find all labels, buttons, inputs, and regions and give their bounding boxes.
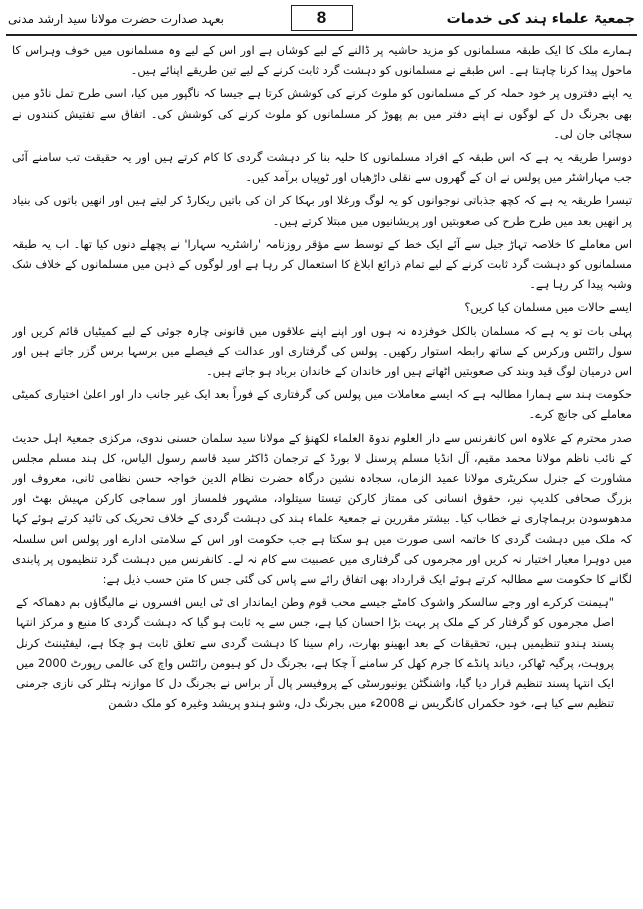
article-body [12,40,632,902]
paragraph-5: اس معاملے کا خلاصہ تہاڑ جیل سے آئے ایک خط کے توسط سے مؤقر روزنامہ 'راشٹریہ سہارا' نے پچھلے دنوں کیا تھا۔ اب یہ طبقہ مسلمانوں کو دہشت گرد ثابت کرنے کے لیے تمام ذرائع ابلاغ کا استعمال کر رہا ہے اور لوگوں کے ذہن میں مسلمانوں کے خلاف شک وشبہ پیدا کر رہا ہے۔ [12,236,632,292]
header-subtitle: بعہد صدارت حضرت مولانا سید ارشد مدنی [8,12,224,26]
paragraph-2: یہ اپنے دفتروں پر خود حملہ کر کے مسلمانوں کو ملوث کرنے کی کوشش کرتا ہے جیسا کہ ناگپور میں کیا، اسی طرح تمل ناڈو میں بھی بجرنگ دل کے لوگوں نے اپنے دفتر میں بم پھوڑ کر مسلمانوں کو ملوث کرنے کی کوشش کی۔ اتفاق سے تفتیش کنندوں نے سچائی جان لی۔ [12,86,632,141]
resolution-quote: "ہیمنت کرکرے اور وجے سالسکر واشوک کامٹے جیسے محب قوم وطن ایماندار ای ٹی ایس افسروں نے مالیگاؤں بم دھماکہ کے اصل مجرموں کو گرفتار کر کے ملک پر بہت بڑا احسان کیا ہے، جس سے یہ ثابت ہو گیا کہ دہشت گردی کا منبع و مرکز انتہا پسند ہندو تنظیمیں ہیں، تحقیقات کے بعد ابھینو بھارت، رام سینا کا دہشت گردی سے تعلق ثابت ہو چکا ہے، لیفٹیننٹ کرنل پروہت، پرگیہ ٹھاکر، دیاند پانڈے کا جرم کھل کر سامنے آ چکا ہے، بجرنگ دل کو ہیومن رائٹس واچ کی عالمی رپورٹ 2000 میں ایک انتہا پسند تنظیم قرار دیا گیا، واشنگٹن یونیورسٹی کے پروفیسر پال آر براس نے بجرنگ دل کا موازنہ ہٹلر کی نازی جرمنی تنظیم سے کیا ہے، خود حکمراں کانگریس نے 2008ء میں بجرنگ دل، وشو ہندو پریشد وغیرہ کو ملک دشمن [16,595,614,711]
paragraph-6: پہلی بات تو یہ ہے کہ مسلمان بالکل خوفزدہ نہ ہوں اور اپنے اپنے علاقوں میں قانونی چارہ جوئی کے لیے کمیٹیاں قائم کریں اور سول رائٹس ورکرس کے ساتھ رابطہ استوار رکھیں۔ پولس کی گرفتاری اور عدالت کے فیصلے میں برسہا برس گزر جاتے ہیں اور اس درمیان لوگ قید وبند کی صعوبتیں اٹھاتے ہیں اور خاندان کے خاندان برباد ہو جاتے ہیں۔ [12,323,632,379]
paragraph-3: دوسرا طریقہ یہ ہے کہ اس طبقہ کے افراد مسلمانوں کا حلیہ بنا کر دہشت گردی کا کام کرتے ہیں اور یہ حقیقت تب سامنے آئی جب مہاراشٹر میں پولس نے ان کے گھروں سے نقلی داڑھیاں اور ٹوپیاں برآمد کیں۔ [12,150,632,185]
paragraph-1: ہمارے ملک کا ایک طبقہ مسلمانوں کو مزید حاشیہ پر ڈالنے کے لیے کوشاں ہے اور اس کے لیے وہ مسلمانوں میں خوف وہراس کا ماحول پیدا کرنا چاہتا ہے۔ اس طبقے نے مسلمانوں کو دہشت گرد ثابت کرنے کے لیے تین طریقے اپنائے ہیں۔ [12,43,632,78]
page-number-box [291,5,353,31]
header-title: جمعیۃ علماء ہند کی خدمات [446,11,635,27]
paragraph-8: صدر محترم کے علاوہ اس کانفرنس سے دار العلوم ندوۃ العلماء لکھنؤ کے مولانا سید سلمان حسنی ندوی، مرکزی جمعیۃ اہل حدیث کے نائب ناظم مولانا محمد مقیم، آل انڈیا مسلم پرسنل لا بورڈ کے ترجمان ڈاکٹر سید قاسم رسول الیاس، کل ہند مسلم مجلس مشاورت کے جنرل سکریٹری مولانا عمید الزماں، سجادہ نشین درگاہ حضرت نظام الدین خواجہ حسن نظامی ثانی، معروف اور بزرگ صحافی کلدیپ نیر، حقوق انسانی کی ممتاز کارکن تیستا سیتلواد، مشہور فلمساز اور سماجی کارکن مہیش بھٹ اور مدھوسودن برہماچاری نے خطاب کیا۔ بیشتر مقررین نے جمعیۃ علماء ہند کی دہشت گردی کے خلاف تحریک کی تائید کرتے ہوئے کہا کہ ملک میں دہشت گردی کا خاتمہ اسی صورت میں ہو سکتا ہے جب حکومت اور اس کے سلامتی ادارے اور پولس اس سلسلہ میں دوہرا معیار اختیار نہ کریں اور مجرموں کی گرفتاری میں عصبیت سے کام نہ لے۔ کانفرنس میں دہشت گرد تنظیموں پر پابندی لگانے کا حکومت سے مطالبہ کرتے ہوئے ایک قرارداد بھی اتفاق رائے سے پاس کی گئی جس کا متن حسب ذیل ہے: [12,430,632,587]
page-number: 8 [316,8,327,27]
section-heading: ایسے حالات میں مسلمان کیا کریں؟ [464,300,632,315]
paragraph-4: تیسرا طریقہ یہ ہے کہ کچھ جذباتی نوجوانوں کو یہ لوگ ورغلا اور بہکا کر ان کی باتیں ریکارڈ کر لیتے ہیں اور انھیں باتوں کی بنیاد پر انھیں بعد میں طرح طرح کی صعوبتیں اور پریشانیوں میں مبتلا کرتے ہیں۔ [12,193,632,228]
paragraph-7: حکومت ہند سے ہمارا مطالبہ ہے کہ ایسے معاملات میں پولس کی گرفتاری کے فوراً بعد ایک غیر جانب دار اور اعلیٰ اختیاری کمیٹی معاملے کی جانچ کرے۔ [12,387,632,422]
page-header [6,4,637,36]
